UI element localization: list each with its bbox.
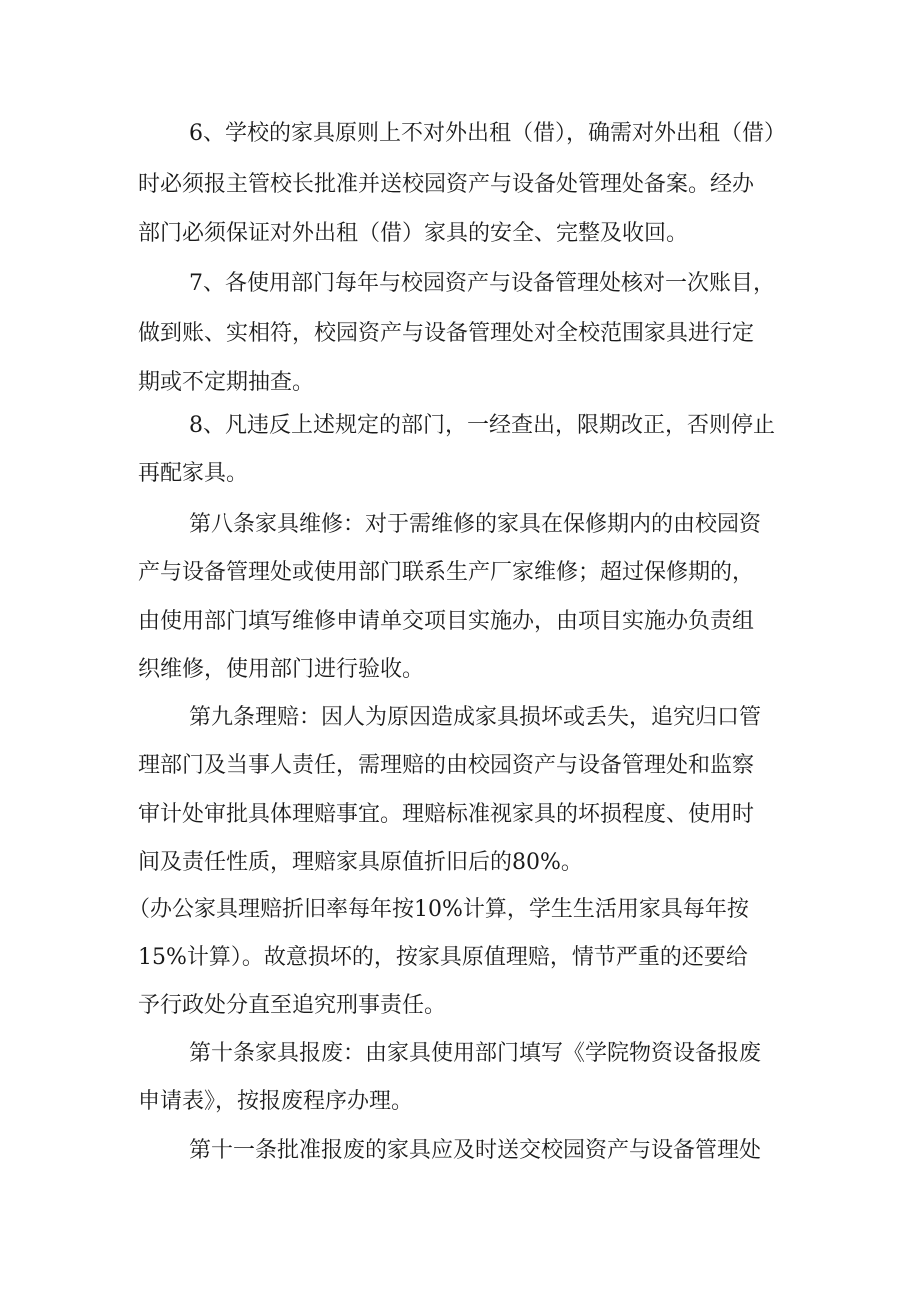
text-line-content: （办公家具理赔折旧率每年按10%计算，学生生活用家具每年按: [128, 897, 749, 922]
text-line-content: 再配家具。: [138, 461, 249, 486]
text-line-content: 第十条家具报废：由家具使用部门填写《学院物资设备报废: [189, 1041, 762, 1066]
text-line-content: 由使用部门填写维修申请单交项目实施办，由项目实施办负责组: [138, 609, 755, 634]
text-line-content: 第九条理赔：因人为原因造成家具损坏或丢失，追究归口管: [189, 705, 762, 730]
text-line-content: 理部门及当事人责任，需理赔的由校园资产与设备管理处和监察: [138, 753, 755, 778]
text-line: [0, 406, 920, 446]
text-line-content: 期或不定期抽查。: [138, 370, 315, 395]
text-line-content: 第十一条批准报废的家具应及时送交校园资产与设备管理处: [189, 1138, 762, 1163]
text-line-content: 15%计算）。故意损坏的，按家具原值理赔，情节严重的还要给: [138, 945, 748, 970]
text-line: [0, 553, 920, 593]
text-line: [0, 698, 920, 738]
text-line: [0, 165, 920, 205]
text-line-content: 予行政处分直至追究刑事责任。: [138, 993, 447, 1018]
text-line-content: 织维修，使用部门进行验收。: [138, 657, 425, 682]
text-line: [0, 938, 920, 978]
text-line: [0, 454, 920, 494]
text-line: [0, 986, 920, 1026]
text-line: [0, 264, 920, 304]
text-line-content: 第八条家具维修：对于需维修的家具在保修期内的由校园资: [189, 512, 762, 537]
text-line: [0, 1034, 920, 1074]
text-line-content: 申请表》，按报废程序办理。: [138, 1089, 414, 1114]
text-line: [0, 114, 920, 154]
text-line-content: 做到账、实相符，校园资产与设备管理处对全校范围家具进行定: [138, 321, 755, 346]
text-line: [0, 602, 920, 642]
text-line-content: 审计处审批具体理赔事宜。理赔标准视家具的坏损程度、使用时: [138, 802, 755, 827]
text-line: [0, 314, 920, 354]
text-line-content: 7、各使用部门每年与校园资产与设备管理处核对一次账目，: [189, 271, 775, 296]
text-line: [0, 363, 920, 403]
text-line-content: 8、凡违反上述规定的部门，一经查出，限期改正，否则停止: [189, 413, 775, 438]
text-line: [0, 795, 920, 835]
text-line: [0, 890, 920, 930]
text-line-content: 部门必须保证对外出租（借）家具的安全、完整及收回。: [138, 221, 689, 246]
text-line: [0, 214, 920, 254]
text-line-content: 间及责任性质，理赔家具原值折旧后的80%。: [138, 850, 583, 875]
text-line: [0, 505, 920, 545]
text-line: [0, 1131, 920, 1171]
text-line-content: 产与设备管理处或使用部门联系生产厂家维修；超过保修期的，: [138, 560, 755, 585]
text-line-content: 时必须报主管校长批准并送校园资产与设备处管理处备案。经办: [138, 172, 755, 197]
text-line: [0, 650, 920, 690]
text-line-content: 6、学校的家具原则上不对外出租（借），确需对外出租（借）: [189, 121, 786, 146]
text-line: [0, 746, 920, 786]
text-line: [0, 843, 920, 883]
text-line: [0, 1082, 920, 1122]
